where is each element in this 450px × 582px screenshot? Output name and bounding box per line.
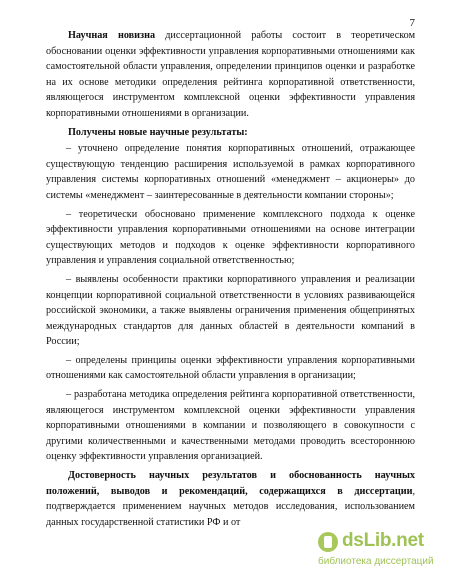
- dslib-watermark[interactable]: [318, 532, 444, 572]
- result-item: – теоретически обосновано применение комплексного подхода к оценке эффективности управления корпоративными отношениями на основе интеграции существующих методов и подходов к оценке эффективности корпоративного управления и управления социальной ответственностью;: [46, 208, 415, 267]
- result-item: – выявлены особенности практики корпоративного управления и реализации концепции корпоративной социальной ответственности в условиях развивающейся российской экономики, а также выявлены ограничения применения общепринятых международных стандартов для данных областей в деятельности компаний в России;: [46, 273, 415, 348]
- document-body: [46, 28, 415, 533]
- paragraph-reliability: [46, 468, 415, 530]
- results-heading: Получены новые научные результаты:: [68, 126, 248, 138]
- result-item: – уточнено определение понятия корпоративных отношений, отражающее существующую тенденцию расширения используемой в рамках корпоративного управления системы корпоративных отношений «менеджмент – акционеры» до системы «менеджмент – заинтересованные в деятельности компании стороны»;: [46, 143, 415, 201]
- watermark-name: dsLib.net: [342, 530, 424, 551]
- novelty-text: диссертационной работы состоит в теоретическом обосновании оценки эффективности управления корпоративными отношениями как самостоятельной области управления, определении принципов оценки и разработке на их основе методики определения рейтинга корпоративной ответственности, являющегося инструментом комплексной оценки эффективности управления корпоративными отношениями в организации.: [46, 30, 416, 119]
- result-item: – разработана методика определения рейтинга корпоративной ответственности, являющегося инструментом комплексной оценки эффективности управления корпоративными отношениями в компании и позволяющего в совокупности с другими количественными и качественными методами проводить всестороннюю оценку эффективности управления организацией.: [46, 389, 415, 463]
- result-item: – определены принципы оценки эффективности управления корпоративными отношениями как самостоятельной области управления в организации;: [46, 354, 415, 382]
- novelty-lead: Научная новизна: [68, 30, 156, 41]
- page-number: 7: [409, 17, 415, 29]
- reliability-lead: Достоверность научных результатов и обоснованность научных положений, выводов и рекомендаций, содержащихся в диссертации: [46, 470, 415, 497]
- book-logo-icon: [318, 532, 338, 552]
- watermark-subtitle: библиотека диссертаций: [318, 556, 434, 567]
- paragraph-novelty: [46, 28, 415, 122]
- reliability-text: , подтверждается применением научных методов исследования, использованием данных государственной статистики РФ и от: [46, 485, 415, 528]
